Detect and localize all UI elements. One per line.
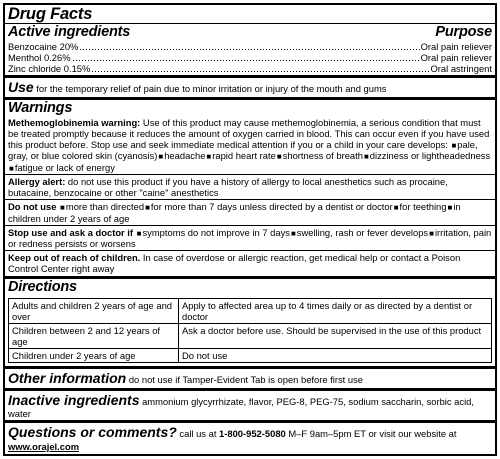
symptom-item: fatigue or lack of energy xyxy=(14,161,115,173)
allergy-alert-section xyxy=(5,174,495,199)
warnings-section xyxy=(5,97,495,174)
do-not-use-item: in children under 2 years of age xyxy=(8,201,461,224)
do-not-use-item: more than directed xyxy=(65,201,145,213)
active-ingredient-name: Menthol 0.26% xyxy=(8,51,71,63)
active-ingredients-section xyxy=(5,23,495,75)
active-ingredients-list xyxy=(8,41,492,74)
active-ingredient-purpose: Oral pain reliever xyxy=(420,51,492,63)
bullet-icon: ■ xyxy=(136,228,142,238)
purpose-heading: Purpose xyxy=(435,24,492,41)
stop-use-item: swelling, rash or fever develops xyxy=(296,226,429,238)
use-heading: Use xyxy=(8,78,34,95)
directions-section xyxy=(5,276,495,366)
symptom-item: headache xyxy=(164,150,206,162)
inactive-ingredients-heading: Inactive ingredients xyxy=(8,391,140,408)
stop-use-item: symptoms do not improve in 7 days xyxy=(142,226,290,238)
methemoglobinemia-warning xyxy=(8,117,492,174)
allergy-alert-label: Allergy alert: xyxy=(8,176,66,188)
allergy-alert-text: do not use this product if you have a history of allergy to local anesthetics such as procaine, butacaine, benzocaine or other "caine" anesthetics xyxy=(8,176,448,199)
directions-row xyxy=(9,298,492,323)
phone-number[interactable]: 1-800-952-5080 xyxy=(219,428,286,440)
active-ingredient-purpose: Oral pain reliever xyxy=(420,40,492,52)
symptom-item: rapid heart rate xyxy=(212,150,276,162)
dotted-leader xyxy=(72,60,420,61)
do-not-use-items xyxy=(8,201,461,223)
bullet-icon: ■ xyxy=(363,152,369,162)
symptom-item: pale, gray, or blue colored skin (cyanosis) xyxy=(8,138,478,162)
questions-pre: call us at xyxy=(179,428,217,440)
bullet-icon: ■ xyxy=(9,163,14,173)
bullet-icon: ■ xyxy=(276,152,282,162)
bullet-icon: ■ xyxy=(145,203,150,213)
website-link[interactable]: www.orajel.com xyxy=(8,440,80,452)
inactive-ingredients-text: ammonium glycyrrhizate, flavor, PEG-8, PEG-75, sodium saccharin, sorbic acid, water xyxy=(8,395,474,420)
stop-use-label: Stop use and ask a doctor if xyxy=(8,226,134,238)
do-not-use-section xyxy=(5,199,495,225)
drug-facts-title-section xyxy=(5,5,495,23)
symptom-item: dizziness or lightheadedness xyxy=(369,150,491,162)
warnings-heading: Warnings xyxy=(8,100,73,117)
bullet-icon: ■ xyxy=(451,140,457,150)
directions-what: Apply to affected area up to 4 times daily or as directed by a dentist or doctor xyxy=(179,298,492,323)
questions-hours: M–F 9am–5pm ET or visit our website at xyxy=(288,428,457,440)
bullet-icon: ■ xyxy=(60,203,65,213)
bullet-icon: ■ xyxy=(429,228,434,238)
drug-facts-panel xyxy=(3,3,497,456)
directions-who: Children under 2 years of age xyxy=(9,349,179,363)
active-ingredient-row xyxy=(8,63,492,74)
directions-row xyxy=(9,349,492,363)
keep-out-text: In case of overdose or allergic reaction, get medical help or contact a Poison Control Center right away xyxy=(8,252,461,275)
directions-table xyxy=(8,298,492,363)
stop-use-item: irritation, pain or redness persists or worsens xyxy=(8,226,492,250)
active-ingredient-name: Benzocaine 20% xyxy=(8,40,79,52)
directions-what: Ask a doctor before use. Should be supervised in the use of this product xyxy=(179,323,492,348)
bullet-icon: ■ xyxy=(206,152,212,162)
bullet-icon: ■ xyxy=(393,203,399,213)
inactive-ingredients-section xyxy=(5,388,495,421)
directions-who: Children between 2 and 12 years of age xyxy=(9,323,179,348)
methemoglobinemia-text: Use of this product may cause methemoglobinemia, a serious condition that must be treated promptly because it reduces the amount of oxygen carried in blood. This can occur even if you have used this product before. Stop use and seek immediate medical attention if you or a child in your care develops: xyxy=(8,116,490,150)
use-text: for the temporary relief of pain due to minor irritation or injury of the mouth and gums xyxy=(36,82,387,94)
questions-section xyxy=(5,420,495,452)
use-section xyxy=(5,75,495,98)
other-information-text: do not use if Tamper-Evident Tab is open before first use xyxy=(128,374,364,386)
do-not-use-label: Do not use xyxy=(8,201,57,213)
active-ingredient-row xyxy=(8,52,492,63)
directions-who: Adults and children 2 years of age and over xyxy=(9,298,179,323)
active-ingredients-heading: Active ingredients xyxy=(8,24,131,41)
dotted-leader xyxy=(91,71,429,72)
stop-use-section xyxy=(5,225,495,251)
other-information-heading: Other information xyxy=(8,370,127,387)
do-not-use-item: for teething xyxy=(399,201,447,213)
bullet-icon: ■ xyxy=(290,228,296,238)
active-ingredient-row xyxy=(8,41,492,52)
active-ingredient-name: Zinc chloride 0.15% xyxy=(8,62,91,74)
dotted-leader xyxy=(79,49,419,50)
keep-out-section xyxy=(5,250,495,276)
bullet-icon: ■ xyxy=(447,203,453,213)
questions-heading: Questions or comments? xyxy=(8,424,177,441)
symptom-item: shortness of breath xyxy=(282,150,363,162)
other-information-section xyxy=(5,366,495,388)
directions-heading: Directions xyxy=(8,279,77,296)
keep-out-label: Keep out of reach of children. xyxy=(8,252,141,264)
active-ingredient-purpose: Oral astringent xyxy=(430,62,492,74)
directions-what: Do not use xyxy=(179,349,492,363)
methemoglobinemia-label: Methemoglobinemia warning: xyxy=(8,116,141,128)
directions-row xyxy=(9,323,492,348)
do-not-use-item: for more than 7 days unless directed by a dentist or doctor xyxy=(150,201,393,213)
drug-facts-title: Drug Facts xyxy=(8,5,93,23)
bullet-icon: ■ xyxy=(158,152,164,162)
